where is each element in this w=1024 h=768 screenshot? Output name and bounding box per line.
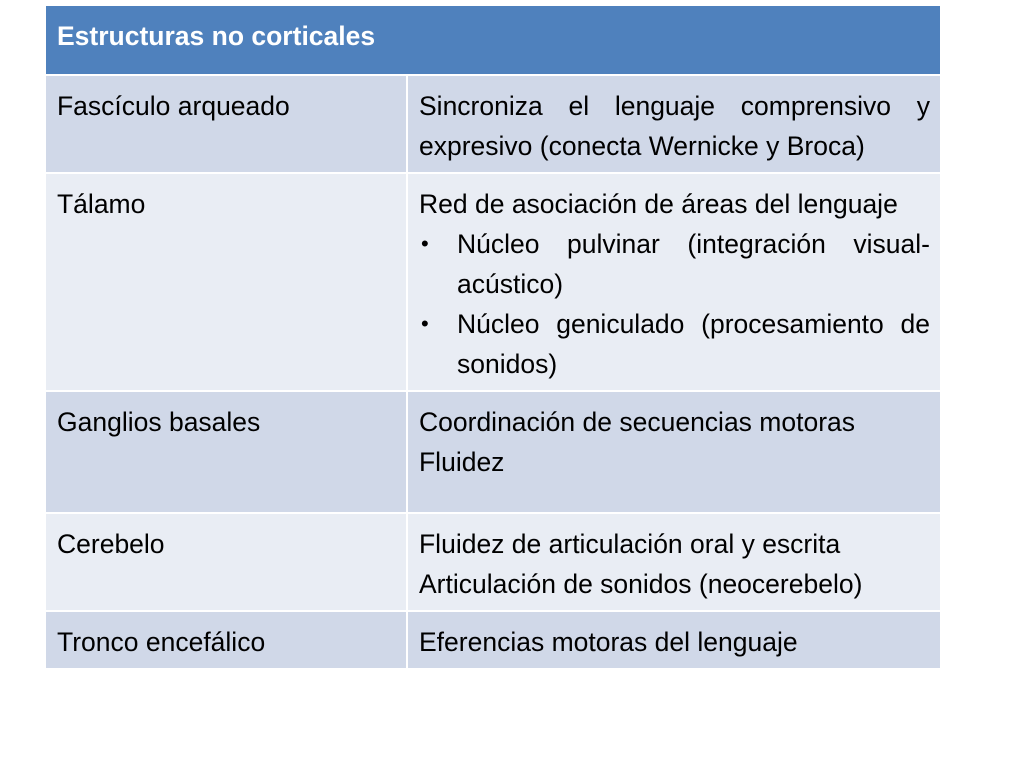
description-cell [407, 513, 941, 611]
bullet-icon: • [421, 231, 429, 256]
description-line: Coordinación de secuencias motoras [419, 407, 856, 437]
table-row [45, 513, 941, 611]
description-line: Fluidez [419, 447, 505, 477]
bullet-list [419, 224, 930, 384]
structure-cell: Fascículo arqueado [45, 75, 407, 173]
description-cell [407, 173, 941, 391]
table-row [45, 611, 941, 669]
description-cell [407, 391, 941, 513]
description-cell [407, 611, 941, 669]
table-row [45, 75, 941, 173]
structure-cell: Ganglios basales [45, 391, 407, 513]
description-line: Sincroniza el lenguaje comprensivo y expresivo (conecta Wernicke y Broca) [419, 91, 930, 161]
description-cell [407, 75, 941, 173]
table-row [45, 391, 941, 513]
bullet-text: Núcleo geniculado (procesamiento de sonidos) [457, 309, 930, 379]
description-line: Eferencias motoras del lenguaje [419, 627, 798, 657]
description-line: Articulación de sonidos (neocerebelo) [419, 569, 863, 599]
structure-cell: Cerebelo [45, 513, 407, 611]
table-row [45, 173, 941, 391]
bullet-icon: • [421, 311, 429, 336]
structures-table [44, 4, 942, 670]
table-title: Estructuras no corticales [45, 5, 941, 75]
table-header-row [45, 5, 941, 75]
description-line: Red de asociación de áreas del lenguaje [419, 189, 898, 219]
structure-cell: Tálamo [45, 173, 407, 391]
structure-cell: Tronco encefálico [45, 611, 407, 669]
bullet-item [419, 304, 930, 384]
description-line: Fluidez de articulación oral y escrita [419, 529, 841, 559]
bullet-text: Núcleo pulvinar (integración visual-acústico) [457, 229, 930, 299]
bullet-item [419, 224, 930, 304]
